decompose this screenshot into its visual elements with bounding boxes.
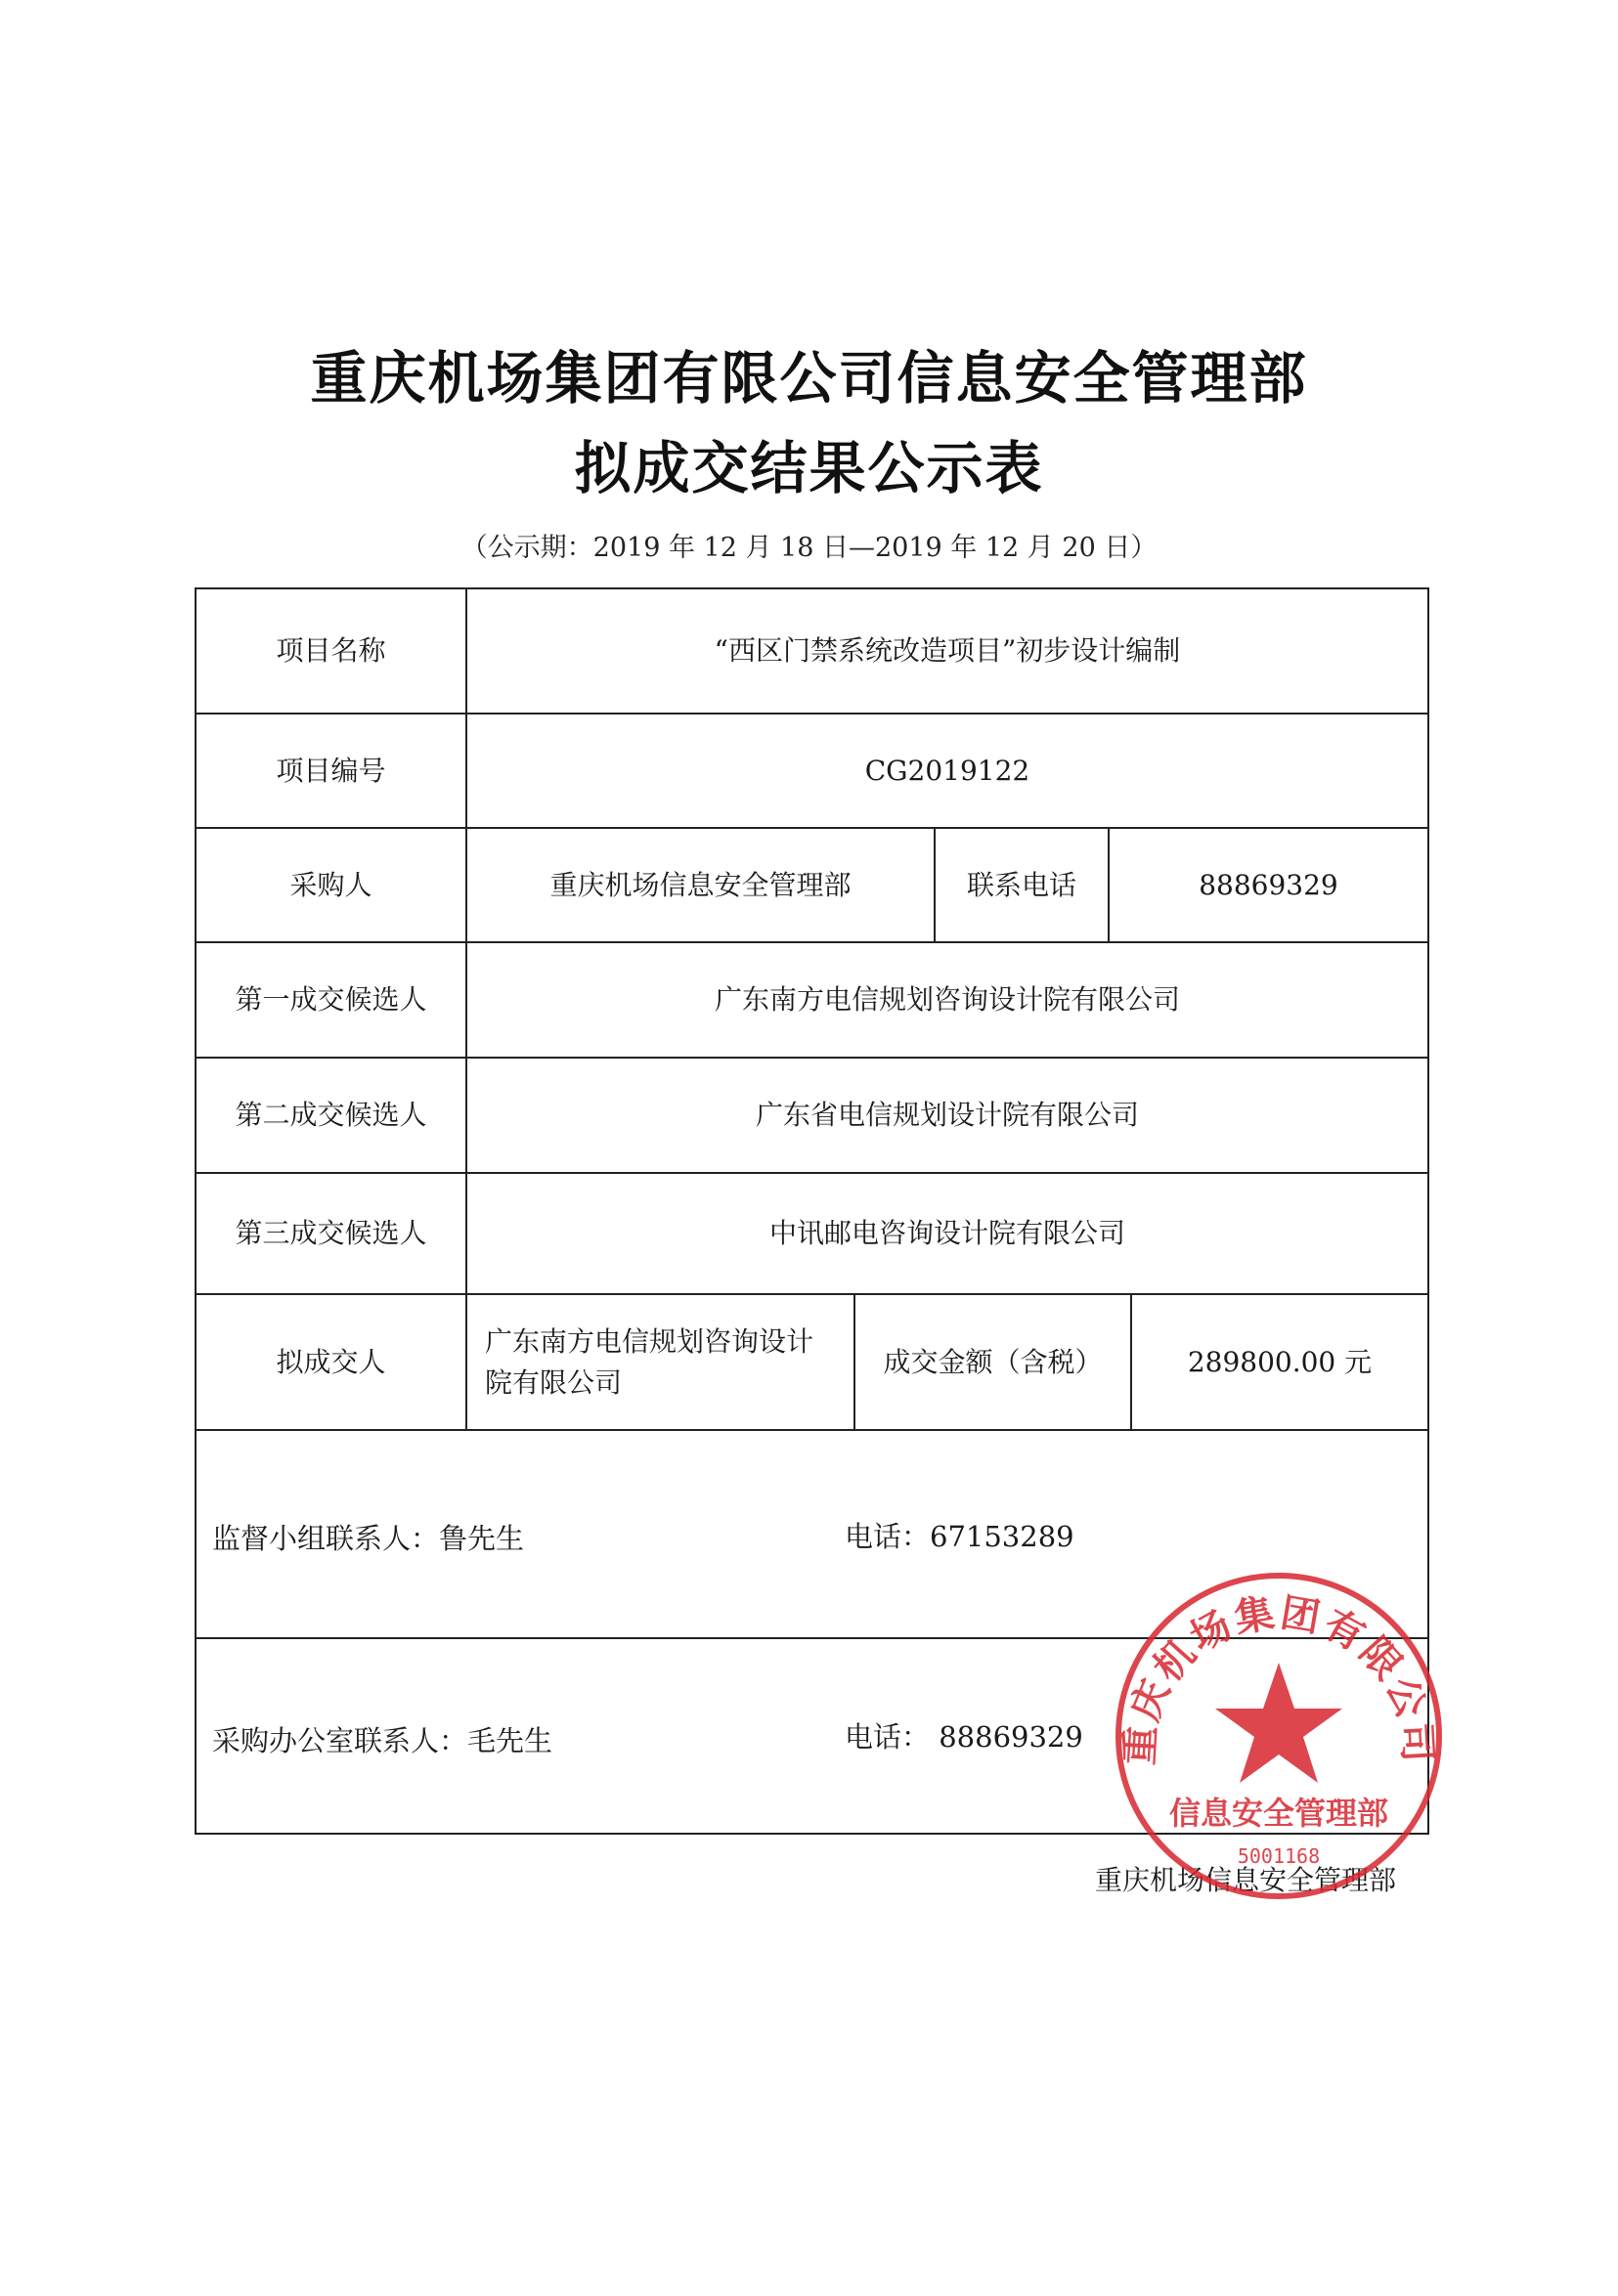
seal-inner-text: 信息安全管理部 bbox=[1168, 1795, 1389, 1832]
candidate3-value: 中讯邮电咨询设计院有限公司 bbox=[768, 1217, 1125, 1249]
row-project-name bbox=[197, 589, 1427, 715]
row-winner bbox=[197, 1295, 1427, 1431]
candidate3-label: 第三成交候选人 bbox=[197, 1174, 467, 1293]
candidate1-label: 第一成交候选人 bbox=[197, 943, 467, 1057]
project-name-label: 项目名称 bbox=[197, 589, 467, 713]
document-title: 重庆机场集团有限公司信息安全管理部 bbox=[310, 345, 1308, 412]
row-buyer bbox=[197, 829, 1427, 943]
project-no-label: 项目编号 bbox=[197, 715, 467, 827]
candidate1-value: 广东南方电信规划咨询设计院有限公司 bbox=[714, 983, 1180, 1016]
official-seal-icon bbox=[1113, 1570, 1445, 1902]
supervisor-contact: 监督小组联系人：鲁先生 bbox=[212, 1522, 525, 1555]
buyer-label: 采购人 bbox=[197, 829, 467, 941]
supervisor-phone: 电话：67153289 bbox=[845, 1520, 1074, 1553]
issuer-signature: 重庆机场信息安全管理部 bbox=[1095, 1864, 1397, 1896]
winner-label: 拟成交人 bbox=[197, 1295, 467, 1429]
buyer-value: 重庆机场信息安全管理部 bbox=[467, 829, 936, 941]
procurement-contact: 采购办公室联系人：毛先生 bbox=[212, 1724, 553, 1757]
phone-value: 88869329 bbox=[1199, 868, 1338, 901]
document-subtitle: 拟成交结果公示表 bbox=[574, 435, 1044, 501]
seal-number: 5001168 bbox=[1237, 1844, 1321, 1868]
row-project-no bbox=[197, 715, 1427, 829]
candidate2-value: 广东省电信规划设计院有限公司 bbox=[755, 1099, 1139, 1131]
row-candidate-1 bbox=[197, 943, 1427, 1059]
seal-outer-text: 重庆机场集团有限公司 bbox=[1117, 1590, 1440, 1767]
phone-label: 联系电话 bbox=[936, 829, 1110, 941]
row-candidate-3 bbox=[197, 1174, 1427, 1295]
winner-value: 广东南方电信规划咨询设计院有限公司 bbox=[467, 1295, 855, 1429]
amount-value: 289800.00 元 bbox=[1187, 1345, 1373, 1378]
amount-label: 成交金额（含税） bbox=[855, 1295, 1132, 1429]
project-no-value: CG2019122 bbox=[864, 754, 1030, 787]
candidate2-label: 第二成交候选人 bbox=[197, 1059, 467, 1172]
project-name-value: “西区门禁系统改造项目”初步设计编制 bbox=[714, 634, 1181, 667]
row-candidate-2 bbox=[197, 1059, 1427, 1174]
procurement-phone: 电话： 88869329 bbox=[845, 1720, 1083, 1754]
publicity-period: （公示期：2019 年 12 月 18 日—2019 年 12 月 20 日） bbox=[460, 533, 1158, 563]
